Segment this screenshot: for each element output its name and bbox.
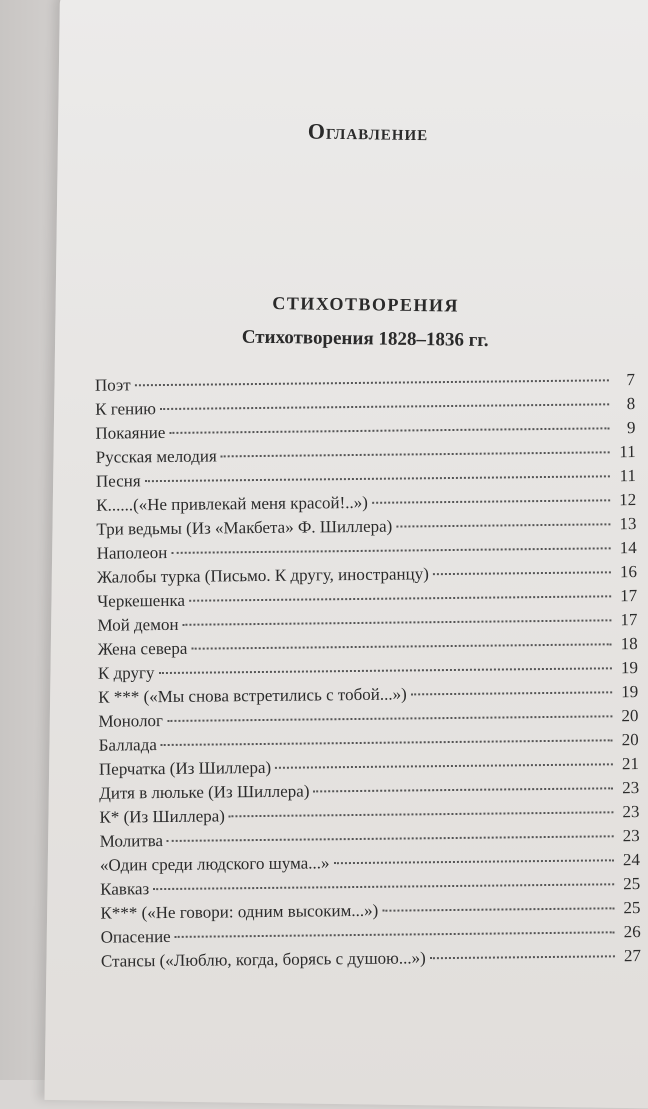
dot-leader: [221, 451, 610, 457]
toc-entry-title: Молитва: [99, 831, 164, 851]
toc-entry-page: 20: [621, 730, 639, 750]
section-title: СТИХОТВОРЕНИЯ: [272, 292, 460, 316]
toc-entry-title: Жена севера: [97, 638, 188, 659]
toc-entry-page: 23: [622, 778, 640, 798]
toc-entry-page: 11: [619, 466, 637, 486]
toc-entry-title: К*** («Не говори: одним высоким...»): [100, 900, 379, 923]
toc-entry-title: Черкешенка: [97, 590, 186, 611]
toc-entry-title: «Один среди людского шума...»: [99, 853, 330, 875]
toc-entry-title: К *** («Мы снова встретились с тобой...»): [98, 684, 407, 707]
toc-entry-page: 19: [621, 682, 639, 702]
toc-entry-title: Наполеон: [96, 542, 168, 563]
dot-leader: [169, 427, 609, 434]
toc-entry-page: 20: [621, 706, 639, 726]
toc-entry-page: 25: [623, 874, 641, 894]
dot-leader: [175, 931, 615, 938]
toc-entry-title: Русская мелодия: [95, 446, 217, 467]
dot-leader: [153, 883, 614, 890]
dot-leader: [167, 835, 614, 842]
toc-entry-page: 9: [626, 418, 636, 438]
dot-leader: [333, 859, 613, 864]
toc-entry-title: Монолог: [98, 711, 164, 731]
toc-entry-title: Баллада: [98, 735, 157, 755]
toc-entry-title: Опасение: [100, 926, 171, 947]
toc-entry-page: 7: [626, 370, 635, 390]
toc-entry-title: Кавказ: [100, 879, 150, 899]
dot-leader: [189, 595, 611, 601]
dot-leader: [411, 691, 613, 695]
table-of-contents: [95, 368, 641, 974]
toc-entry: [101, 944, 641, 974]
toc-entry-title: Покаяние: [95, 422, 166, 443]
toc-entry-title: Песня: [95, 471, 141, 491]
toc-entry-title: Поэт: [94, 375, 131, 395]
dot-leader: [167, 715, 612, 722]
toc-entry-title: Три ведьмы (Из «Макбета» Ф. Шиллера): [96, 516, 393, 539]
toc-entry-page: 25: [623, 898, 641, 918]
toc-entry-page: 27: [623, 946, 642, 966]
toc-entry-title: К......(«Не привлекай меня красой!..»): [96, 492, 369, 515]
dot-leader: [160, 403, 609, 410]
toc-entry-page: 17: [620, 586, 638, 606]
toc-entry-page: 18: [620, 634, 638, 654]
dot-leader: [158, 667, 611, 674]
toc-entry-title: Перчатка (Из Шиллера): [98, 757, 272, 779]
toc-entry-page: 26: [623, 922, 641, 942]
dot-leader: [430, 955, 615, 959]
toc-entry-title: К гению: [95, 399, 157, 419]
toc-entry-title: Дитя в люльке (Из Шиллера): [99, 781, 310, 803]
dot-leader: [171, 547, 610, 554]
toc-entry-page: 21: [621, 754, 640, 774]
toc-entry-page: 11: [619, 442, 636, 462]
toc-entry-page: 12: [619, 490, 637, 510]
toc-entry-title: Стансы («Люблю, когда, борясь с душою...»): [100, 948, 426, 971]
toc-entry-page: 17: [620, 610, 638, 630]
dot-leader: [229, 811, 614, 817]
toc-entry-page: 23: [622, 802, 640, 822]
toc-entry-title: К* (Из Шиллера): [99, 806, 226, 827]
toc-entry-title: К другу: [97, 663, 155, 683]
subsection-title: Стихотворения 1828–1836 гг.: [241, 326, 489, 352]
page-title: Оглавление: [307, 118, 429, 146]
dot-leader: [135, 379, 609, 386]
toc-entry-page: 24: [622, 850, 641, 870]
toc-entry-title: Мой демон: [97, 614, 179, 635]
dot-leader: [145, 475, 610, 482]
dot-leader: [161, 739, 613, 746]
toc-entry-page: 23: [622, 826, 640, 846]
toc-entry-page: 14: [619, 538, 637, 558]
toc-entry-page: 8: [626, 394, 636, 414]
toc-entry-page: 16: [619, 562, 638, 582]
dot-leader: [313, 787, 613, 792]
toc-entry-page: 19: [620, 658, 639, 678]
dot-leader: [191, 643, 611, 649]
dot-leader: [275, 763, 613, 769]
toc-entry-page: 13: [619, 514, 637, 534]
book-page: [45, 0, 648, 1109]
dot-leader: [183, 619, 612, 625]
dot-leader: [382, 907, 614, 911]
toc-entry-title: Жалобы турка (Письмо. К другу, иностранцу): [96, 564, 429, 587]
dot-leader: [396, 523, 610, 527]
dot-leader: [433, 571, 611, 575]
dot-leader: [372, 499, 610, 503]
